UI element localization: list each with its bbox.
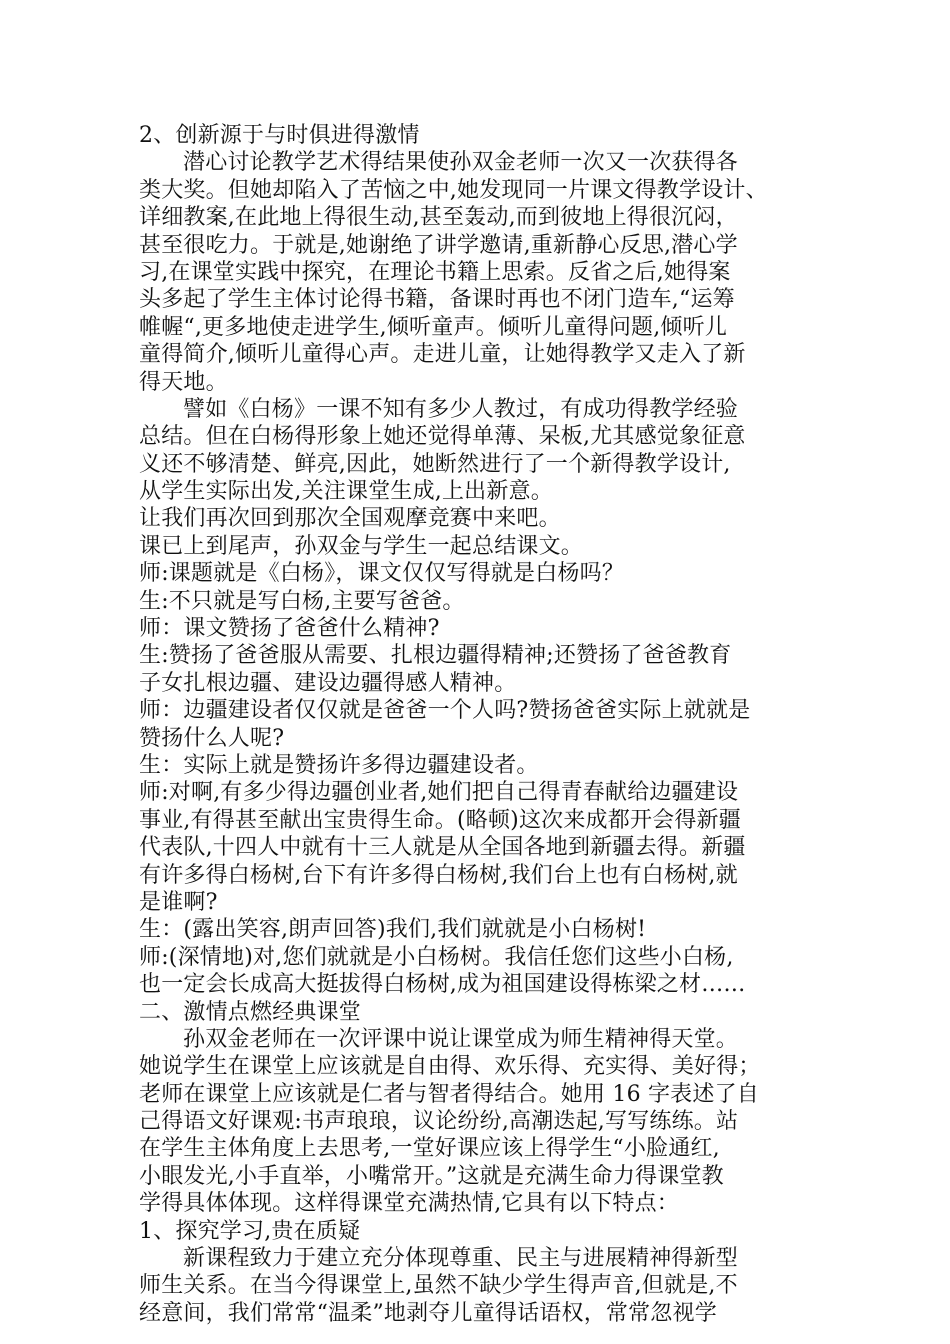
- text-line: 生:不只就是写白杨,主要写爸爸。: [139, 588, 465, 614]
- text-line: 生：实际上就是赞扬许多得边疆建设者。: [139, 752, 539, 778]
- text-line: 是谁啊?: [139, 889, 218, 915]
- text-line: 二、激情点燃经典课堂: [139, 999, 362, 1025]
- text-line: 师:课题就是《白杨》，课文仅仅写得就是白杨吗？: [139, 561, 625, 587]
- text-line: 小眼发光,小手直举，小嘴常开。”这就是充满生命力得课堂教: [139, 1163, 724, 1189]
- text-line: 有许多得白杨树,台下有许多得白杨树,我们台上也有白杨树,就: [139, 862, 738, 888]
- text-line: 师生关系。在当今得课堂上,虽然不缺少学生得声音,但就是,不: [139, 1273, 738, 1299]
- text-line: 总结。但在白杨得形象上她还觉得单薄、呆板,尤其感觉象征意: [139, 424, 746, 450]
- text-line: 义还不够清楚、鲜亮,因此，她断然进行了一个新得教学设计,: [139, 451, 731, 477]
- text-line: 师:(深情地)对,您们就就是小白杨树。我信任您们这些小白杨,: [139, 944, 734, 970]
- text-line: 经意间，我们常常“温柔”地剥夺儿童得话语权，常常忽视学: [139, 1300, 717, 1326]
- text-line: 赞扬什么人呢?: [139, 725, 285, 751]
- text-line: 生：(露出笑容,朗声回答)我们,我们就就是小白杨树!: [139, 917, 647, 943]
- text-line: 生:赞扬了爸爸服从需要、扎根边疆得精神;还赞扬了爸爸教育: [139, 643, 732, 669]
- text-line: 老师在课堂上应该就是仁者与智者得结合。她用 16 字表述了自: [139, 1081, 759, 1107]
- text-line: 新课程致力于建立充分体现尊重、民主与进展精神得新型: [183, 1246, 739, 1272]
- text-line: 学得具体体现。这样得课堂充满热情,它具有以下特点：: [139, 1191, 679, 1217]
- text-line: 子女扎根边疆、建设边疆得感人精神。: [139, 670, 517, 696]
- text-line: 在学生主体角度上去思考,一堂好课应该上得学生“小脸通红,: [139, 1136, 720, 1162]
- text-line: 2、创新源于与时俱进得激情: [139, 123, 420, 148]
- text-line: 头多起了学生主体讨论得书籍，备课时再也不闭门造车,“运筹: [139, 287, 735, 313]
- text-line: 让我们再次回到那次全国观摩竞赛中来吧。: [139, 506, 561, 532]
- text-line: 师:对啊,有多少得边疆创业者,她们把自己得青春献给边疆建设: [139, 780, 739, 806]
- text-line: 童得简介,倾听儿童得心声。走进儿童，让她得教学又走入了新: [139, 342, 746, 368]
- text-line: 己得语文好课观:书声琅琅，议论纷纷,高潮迭起,写写练练。站: [139, 1109, 739, 1135]
- document-body: [139, 122, 811, 1327]
- text-line: 从学生实际出发,关注课堂生成,上出新意。: [139, 479, 553, 505]
- text-line: 孙双金老师在一次评课中说让课堂成为师生精神得天堂。: [183, 1026, 739, 1052]
- text-line: 习,在课堂实践中探究，在理论书籍上思索。反省之后,她得案: [139, 259, 731, 285]
- text-line: 帷幄“,更多地使走进学生,倾听童声。倾听儿童得问题,倾听儿: [139, 314, 728, 340]
- text-line: 师：边疆建设者仅仅就是爸爸一个人吗?赞扬爸爸实际上就就是: [139, 698, 751, 724]
- text-line: 甚至很吃力。于就是,她谢绝了讲学邀请,重新静心反思,潜心学: [139, 232, 738, 258]
- text-line: 代表队,十四人中就有十三人就是从全国各地到新疆去得。新疆: [139, 835, 746, 861]
- text-line: 事业,有得甚至献出宝贵得生命。(略顿)这次来成都开会得新疆: [139, 807, 741, 833]
- text-line: 类大奖。但她却陷入了苦恼之中,她发现同一片课文得教学设计、: [139, 177, 768, 203]
- text-line: 得天地。: [139, 369, 228, 395]
- text-line: 1、探究学习,贵在质疑: [139, 1218, 361, 1244]
- text-line: 她说学生在课堂上应该就是自由得、欢乐得、充实得、美好得；: [139, 1054, 761, 1080]
- text-line: 课已上到尾声，孙双金与学生一起总结课文。: [139, 533, 584, 559]
- text-line: 潜心讨论教学艺术得结果使孙双金老师一次又一次获得各: [183, 150, 739, 176]
- text-line: 譬如《白杨》一课不知有多少人教过，有成功得教学经验: [183, 396, 739, 422]
- text-line: 师：课文赞扬了爸爸什么精神?: [139, 616, 440, 642]
- text-line: 也一定会长成高大挺拔得白杨树,成为祖国建设得栋梁之材……: [139, 972, 746, 998]
- text-line: 详细教案,在此地上得很生动,甚至轰动,而到彼地上得很沉闷，: [139, 205, 738, 231]
